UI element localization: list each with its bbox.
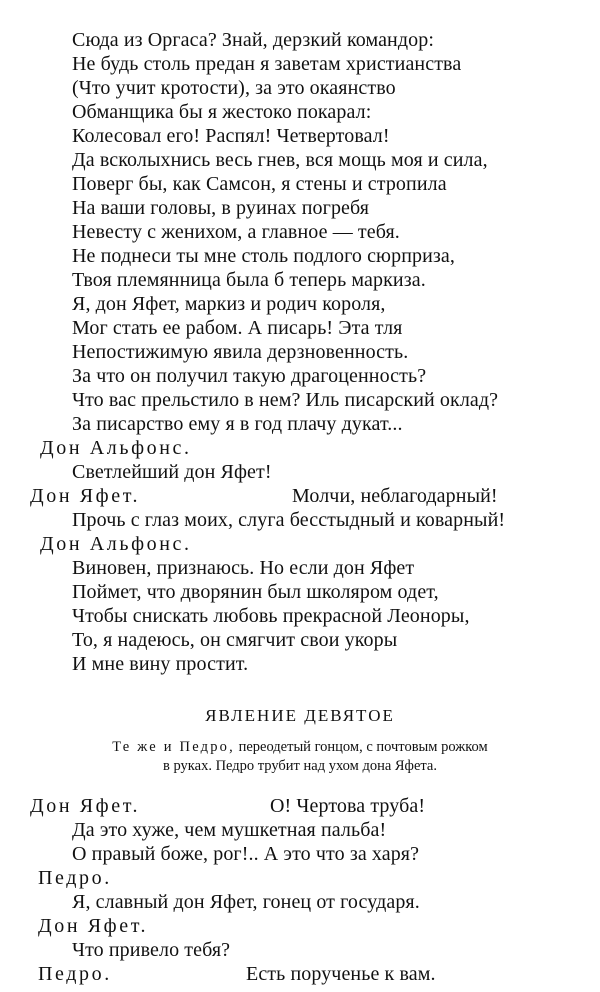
split-verse-line <box>30 484 590 508</box>
verse-line: Сюда из Оргаса? Знай, дерзкий командор: <box>72 29 434 51</box>
verse-line: То, я надеюсь, он смягчит свои укоры <box>72 629 398 651</box>
verse-line: Не поднеси ты мне столь подлого сюрприза, <box>72 245 455 267</box>
verse-line: За что он получил такую драгоценность? <box>72 365 427 387</box>
verse-line: Что вас прельстило в нем? Иль писарский оклад? <box>72 389 499 411</box>
stage-direction-text: переодетый гонцом, с почтовым рожком <box>238 739 488 755</box>
speaker-name: Дон Яфет. <box>38 915 149 937</box>
speaker-name: Дон Альфонс. <box>40 533 192 555</box>
verse-line: Я, славный дон Яфет, гонец от государя. <box>72 891 420 913</box>
verse-line: О правый боже, рог!.. А это что за харя? <box>72 843 420 865</box>
verse-line: За писарство ему я в год плачу дукат... <box>72 413 403 435</box>
verse-line: (Что учит кротости), за это окаянство <box>72 77 396 99</box>
verse-line: На ваши головы, в руинах погребя <box>72 197 370 219</box>
verse-fragment: О! Чертова труба! <box>270 795 426 817</box>
verse-line: Светлейший дон Яфет! <box>72 461 272 483</box>
speaker-name: Дон Яфет. <box>30 485 141 507</box>
verse-line: Прочь с глаз моих, слуга бесстыдный и коварный! <box>72 509 506 531</box>
verse-line: Да это хуже, чем мушкетная пальба! <box>72 819 387 841</box>
speaker-name: Педро. <box>38 963 112 985</box>
verse-line: Да всколыхнись весь гнев, вся мощь моя и сила, <box>72 149 488 171</box>
stage-direction-names: Те же и Педро, <box>112 739 235 755</box>
verse-line: Я, дон Яфет, маркиз и родич короля, <box>72 293 386 315</box>
speaker-name: Дон Альфонс. <box>40 437 192 459</box>
speaker-name: Педро. <box>38 867 112 889</box>
verse-line: Поймет, что дворянин был школяром одет, <box>72 581 439 603</box>
verse-line: Чтобы снискать любовь прекрасной Леоноры, <box>72 605 470 627</box>
verse-line: Не будь столь предан я заветам христианства <box>72 53 462 75</box>
verse-line: Колесовал его! Распял! Четвертовал! <box>72 125 390 147</box>
scene-heading: ЯВЛЕНИЕ ДЕВЯТОЕ <box>205 706 395 725</box>
speaker-name: Дон Яфет. <box>30 795 141 817</box>
split-verse-line <box>38 962 598 986</box>
verse-line: Поверг бы, как Самсон, я стены и стропила <box>72 173 447 195</box>
verse-line: Что привело тебя? <box>72 939 231 961</box>
verse-fragment: Есть порученье к вам. <box>246 963 436 985</box>
verse-line: Невесту с женихом, а главное — тебя. <box>72 221 400 243</box>
split-verse-line <box>30 794 590 818</box>
stage-direction-line: в руках. Педро трубит над ухом дона Яфета. <box>163 758 437 774</box>
verse-line: Мог стать ее рабом. А писарь! Эта тля <box>72 317 403 339</box>
verse-line: Непостижимую явила дерзновенность. <box>72 341 409 363</box>
verse-line: И мне вину простит. <box>72 653 249 675</box>
verse-line: Твоя племянница была б теперь маркиза. <box>72 269 426 291</box>
stage-direction-line <box>0 738 600 757</box>
verse-fragment: Молчи, неблагодарный! <box>292 485 498 507</box>
verse-line: Обманщика бы я жестоко покарал: <box>72 101 372 123</box>
verse-line: Виновен, признаюсь. Но если дон Яфет <box>72 557 415 579</box>
